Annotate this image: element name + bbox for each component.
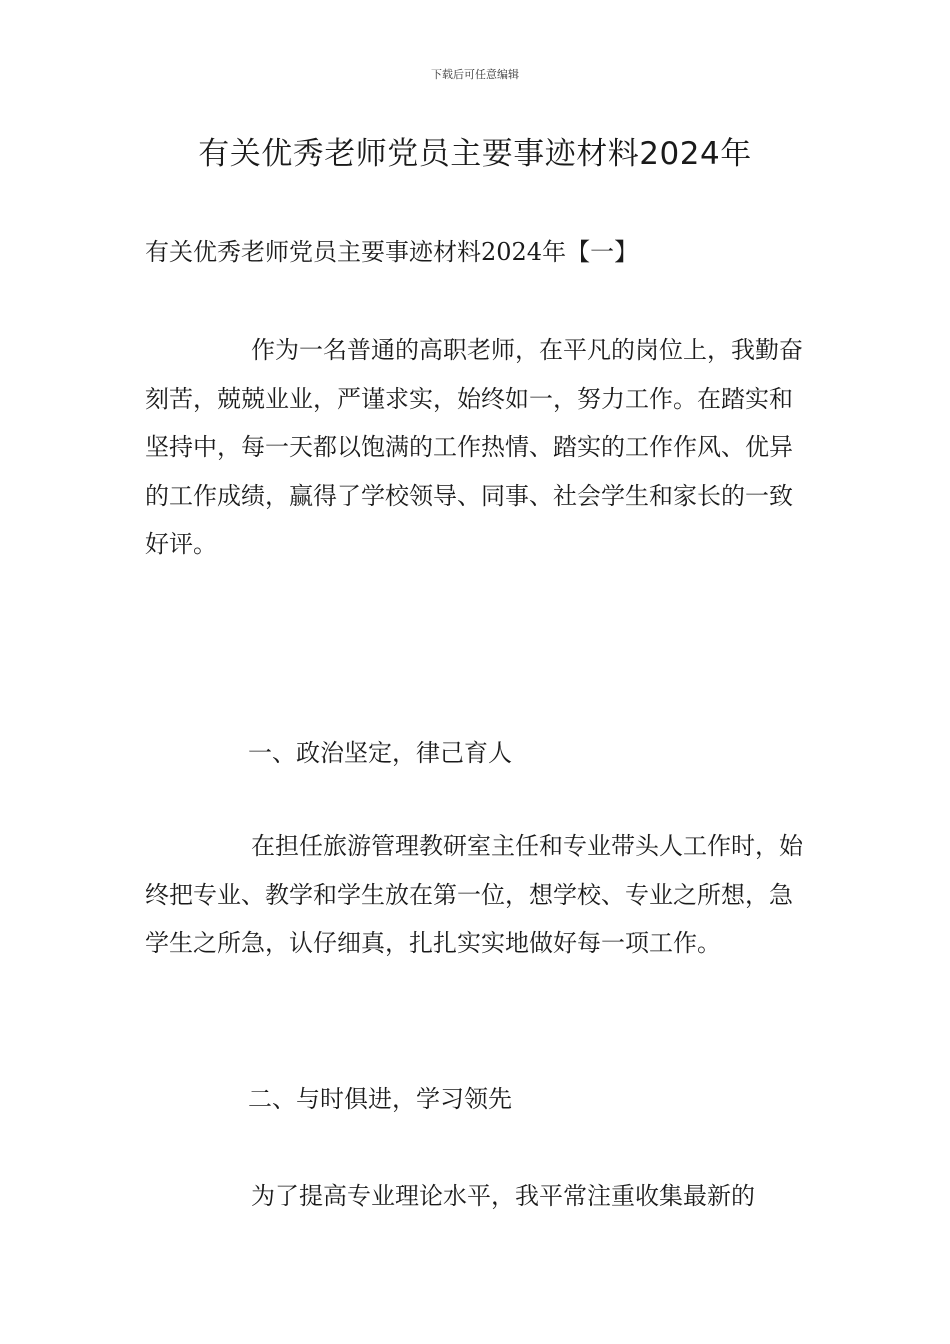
section-heading-1: 一、政治坚定，律己育人 xyxy=(248,739,512,767)
section-heading-2: 二、与时俱进，学习领先 xyxy=(248,1085,512,1113)
header-note: 下载后可任意编辑 xyxy=(431,68,519,81)
paragraph-section-2: 为了提高专业理论水平，我平常注重收集最新的 xyxy=(251,1182,755,1210)
section-subtitle: 有关优秀老师党员主要事迹材料2024年【一】 xyxy=(145,238,639,266)
paragraph-intro: 作为一名普通的高职老师，在平凡的岗位上，我勤奋刻苦，兢兢业业，严谨求实，始终如一，努力工作。在踏实和坚持中，每一天都以饱满的工作热情、踏实的工作作风、优异的工作成绩，赢得了学校领导、同事、社会学生和家长的一致好评。 xyxy=(145,336,803,558)
paragraph-section-1: 在担任旅游管理教研室主任和专业带头人工作时，始终把专业、教学和学生放在第一位，想学校、专业之所想，急学生之所急，认仔细真，扎扎实实地做好每一项工作。 xyxy=(145,832,803,957)
document-title: 有关优秀老师党员主要事迹材料2024年 xyxy=(198,136,752,172)
